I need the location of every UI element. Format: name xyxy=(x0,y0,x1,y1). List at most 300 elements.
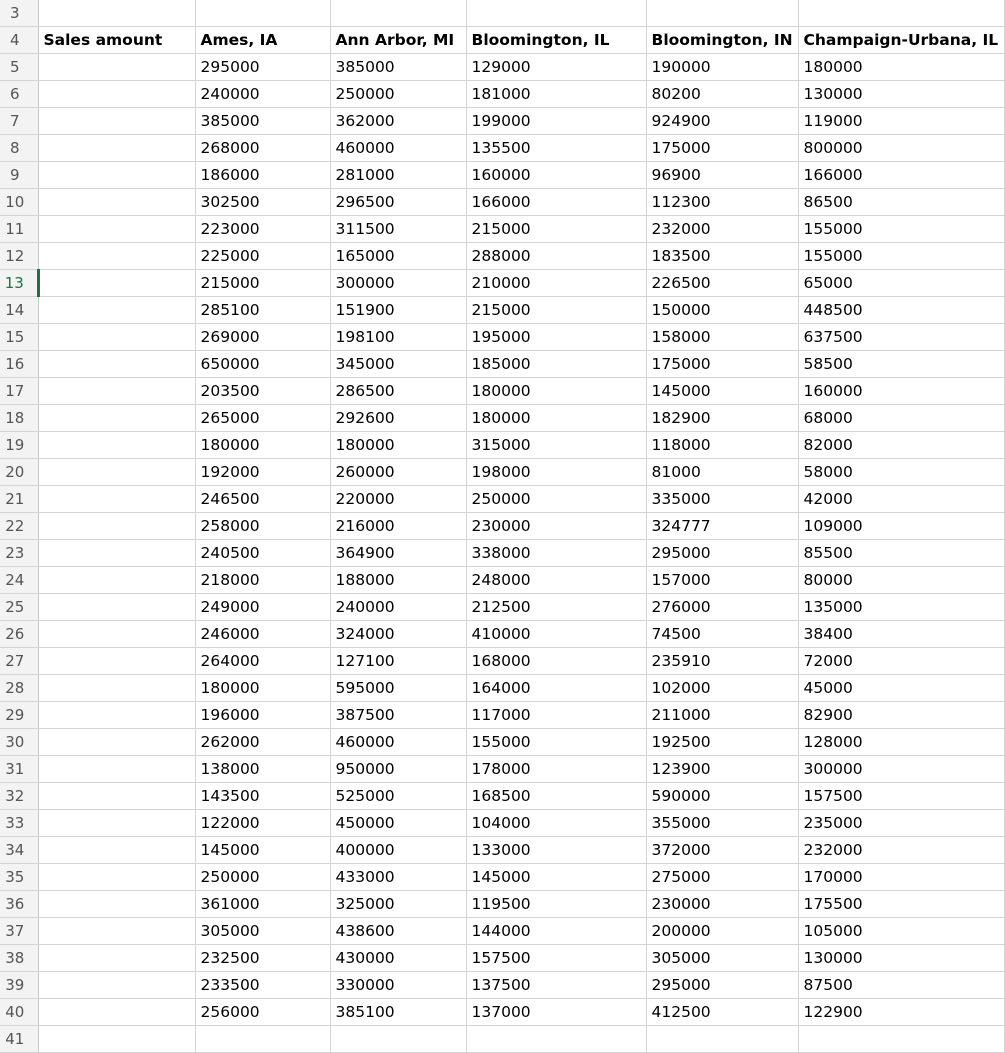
cell[interactable]: 248000 xyxy=(466,567,646,594)
cell[interactable] xyxy=(38,351,195,378)
row-number[interactable]: 38 xyxy=(0,945,38,972)
cell[interactable] xyxy=(38,810,195,837)
column-header-cell[interactable]: Ames, IA xyxy=(195,27,330,54)
cell[interactable]: 175000 xyxy=(646,351,798,378)
cell[interactable]: 361000 xyxy=(195,891,330,918)
cell[interactable]: 226500 xyxy=(646,270,798,297)
row-number[interactable]: 23 xyxy=(0,540,38,567)
table-row xyxy=(0,783,1004,810)
cell[interactable] xyxy=(38,621,195,648)
cell[interactable]: 160000 xyxy=(798,378,1004,405)
cell[interactable]: 412500 xyxy=(646,999,798,1026)
table-row xyxy=(0,810,1004,837)
cell[interactable] xyxy=(38,756,195,783)
cell[interactable] xyxy=(38,918,195,945)
cell[interactable]: 240000 xyxy=(195,81,330,108)
table-row xyxy=(0,459,1004,486)
cell[interactable]: 268000 xyxy=(195,135,330,162)
cell[interactable] xyxy=(38,594,195,621)
cell[interactable] xyxy=(330,0,466,27)
table-row xyxy=(0,918,1004,945)
row-number[interactable]: 21 xyxy=(0,486,38,513)
table-row xyxy=(0,891,1004,918)
cell[interactable]: 72000 xyxy=(798,648,1004,675)
cell[interactable]: 372000 xyxy=(646,837,798,864)
cell[interactable]: 216000 xyxy=(330,513,466,540)
cell[interactable]: 170000 xyxy=(798,864,1004,891)
cell[interactable]: 80200 xyxy=(646,81,798,108)
cell[interactable]: 175500 xyxy=(798,891,1004,918)
cell[interactable] xyxy=(38,0,195,27)
cell[interactable]: 185000 xyxy=(466,351,646,378)
cell[interactable]: 305000 xyxy=(646,945,798,972)
cell[interactable]: 269000 xyxy=(195,324,330,351)
cell[interactable] xyxy=(38,297,195,324)
cell[interactable]: 178000 xyxy=(466,756,646,783)
cell[interactable]: 119500 xyxy=(466,891,646,918)
cell[interactable]: 211000 xyxy=(646,702,798,729)
row-number[interactable]: 28 xyxy=(0,675,38,702)
cell[interactable]: 157500 xyxy=(798,783,1004,810)
cell[interactable]: 181000 xyxy=(466,81,646,108)
column-header-cell[interactable]: Champaign-Urbana, IL xyxy=(798,27,1004,54)
cell[interactable]: 590000 xyxy=(646,783,798,810)
row-number[interactable]: 13 xyxy=(0,270,38,297)
row-number[interactable]: 4 xyxy=(0,27,38,54)
cell[interactable]: 109000 xyxy=(798,513,1004,540)
cell[interactable]: 265000 xyxy=(195,405,330,432)
cell[interactable] xyxy=(330,1026,466,1053)
cell[interactable] xyxy=(38,432,195,459)
cell[interactable]: 118000 xyxy=(646,432,798,459)
cell[interactable]: 87500 xyxy=(798,972,1004,999)
cell[interactable]: 210000 xyxy=(466,270,646,297)
cell[interactable]: 400000 xyxy=(330,837,466,864)
cell[interactable]: 155000 xyxy=(466,729,646,756)
cell[interactable]: 460000 xyxy=(330,135,466,162)
cell[interactable]: 81000 xyxy=(646,459,798,486)
table-row xyxy=(0,27,1004,54)
cell[interactable]: 164000 xyxy=(466,675,646,702)
cell[interactable] xyxy=(38,162,195,189)
cell[interactable]: 295000 xyxy=(646,972,798,999)
cell[interactable]: 385100 xyxy=(330,999,466,1026)
table-row xyxy=(0,648,1004,675)
cell[interactable]: 215000 xyxy=(466,297,646,324)
cell[interactable]: 230000 xyxy=(646,891,798,918)
row-number[interactable]: 32 xyxy=(0,783,38,810)
table-row xyxy=(0,999,1004,1026)
cell[interactable]: 264000 xyxy=(195,648,330,675)
cell[interactable]: 300000 xyxy=(798,756,1004,783)
cell[interactable]: 232500 xyxy=(195,945,330,972)
cell[interactable]: 145000 xyxy=(195,837,330,864)
cell[interactable]: 127100 xyxy=(330,648,466,675)
cell[interactable] xyxy=(38,189,195,216)
table-row xyxy=(0,540,1004,567)
column-header-cell[interactable]: Bloomington, IL xyxy=(466,27,646,54)
cell[interactable]: 355000 xyxy=(646,810,798,837)
cell[interactable]: 215000 xyxy=(466,216,646,243)
row-number[interactable]: 34 xyxy=(0,837,38,864)
cell[interactable] xyxy=(38,378,195,405)
cell[interactable]: 286500 xyxy=(330,378,466,405)
cell[interactable]: 96900 xyxy=(646,162,798,189)
cell[interactable] xyxy=(38,540,195,567)
cell[interactable] xyxy=(38,675,195,702)
cell[interactable] xyxy=(38,999,195,1026)
row-number[interactable]: 9 xyxy=(0,162,38,189)
row-number[interactable]: 37 xyxy=(0,918,38,945)
table-row xyxy=(0,378,1004,405)
cell[interactable]: 305000 xyxy=(195,918,330,945)
cell[interactable]: 130000 xyxy=(798,945,1004,972)
cell[interactable]: 345000 xyxy=(330,351,466,378)
cell[interactable]: 460000 xyxy=(330,729,466,756)
cell[interactable]: 292600 xyxy=(330,405,466,432)
cell[interactable]: 137000 xyxy=(466,999,646,1026)
row-number[interactable]: 16 xyxy=(0,351,38,378)
cell[interactable]: 38400 xyxy=(798,621,1004,648)
row-number[interactable]: 15 xyxy=(0,324,38,351)
cell[interactable]: 218000 xyxy=(195,567,330,594)
row-number[interactable]: 7 xyxy=(0,108,38,135)
row-number[interactable]: 8 xyxy=(0,135,38,162)
cell[interactable]: 256000 xyxy=(195,999,330,1026)
cell[interactable] xyxy=(38,108,195,135)
table-row xyxy=(0,486,1004,513)
cell[interactable]: 145000 xyxy=(646,378,798,405)
cell[interactable]: 302500 xyxy=(195,189,330,216)
cell[interactable]: 135500 xyxy=(466,135,646,162)
cell[interactable] xyxy=(38,864,195,891)
column-header-cell[interactable]: Ann Arbor, MI xyxy=(330,27,466,54)
cell[interactable] xyxy=(38,567,195,594)
row-number[interactable]: 30 xyxy=(0,729,38,756)
cell[interactable]: 165000 xyxy=(330,243,466,270)
cell[interactable]: 433000 xyxy=(330,864,466,891)
cell[interactable] xyxy=(798,1026,1004,1053)
cell[interactable]: 385000 xyxy=(330,54,466,81)
cell[interactable]: 233500 xyxy=(195,972,330,999)
cell[interactable] xyxy=(38,81,195,108)
cell[interactable]: 215000 xyxy=(195,270,330,297)
row-number[interactable]: 6 xyxy=(0,81,38,108)
row-number[interactable]: 12 xyxy=(0,243,38,270)
table-row xyxy=(0,216,1004,243)
table-row xyxy=(0,432,1004,459)
cell[interactable]: 200000 xyxy=(646,918,798,945)
row-number[interactable]: 31 xyxy=(0,756,38,783)
cell[interactable] xyxy=(38,270,195,297)
cell[interactable]: 182900 xyxy=(646,405,798,432)
cell[interactable]: 335000 xyxy=(646,486,798,513)
cell[interactable] xyxy=(38,837,195,864)
cell[interactable]: 86500 xyxy=(798,189,1004,216)
cell[interactable]: 285100 xyxy=(195,297,330,324)
cell[interactable]: 158000 xyxy=(646,324,798,351)
cell[interactable]: 595000 xyxy=(330,675,466,702)
row-number[interactable]: 19 xyxy=(0,432,38,459)
table-row xyxy=(0,945,1004,972)
cell[interactable]: 45000 xyxy=(798,675,1004,702)
cell[interactable]: 232000 xyxy=(798,837,1004,864)
cell[interactable] xyxy=(38,405,195,432)
cell[interactable]: 122900 xyxy=(798,999,1004,1026)
row-number[interactable]: 39 xyxy=(0,972,38,999)
cell[interactable]: 235910 xyxy=(646,648,798,675)
row-number[interactable]: 3 xyxy=(0,0,38,27)
cell[interactable] xyxy=(38,702,195,729)
cell[interactable]: 42000 xyxy=(798,486,1004,513)
cell[interactable]: 258000 xyxy=(195,513,330,540)
cell[interactable] xyxy=(195,1026,330,1053)
cell[interactable] xyxy=(38,972,195,999)
cell[interactable]: 232000 xyxy=(646,216,798,243)
cell[interactable]: 58000 xyxy=(798,459,1004,486)
cell[interactable]: 168500 xyxy=(466,783,646,810)
cell[interactable] xyxy=(646,1026,798,1053)
cell[interactable] xyxy=(38,243,195,270)
table-row xyxy=(0,351,1004,378)
cell[interactable]: 145000 xyxy=(466,864,646,891)
cell[interactable]: 410000 xyxy=(466,621,646,648)
cell[interactable]: 330000 xyxy=(330,972,466,999)
table-row xyxy=(0,243,1004,270)
cell[interactable]: 311500 xyxy=(330,216,466,243)
cell[interactable]: 160000 xyxy=(466,162,646,189)
table-row xyxy=(0,324,1004,351)
cell[interactable]: 924900 xyxy=(646,108,798,135)
cell[interactable]: 80000 xyxy=(798,567,1004,594)
cell[interactable] xyxy=(38,324,195,351)
cell[interactable]: 364900 xyxy=(330,540,466,567)
table-row xyxy=(0,702,1004,729)
cell[interactable] xyxy=(798,0,1004,27)
cell[interactable]: 143500 xyxy=(195,783,330,810)
row-number[interactable]: 40 xyxy=(0,999,38,1026)
cell[interactable]: 385000 xyxy=(195,108,330,135)
cell[interactable]: 112300 xyxy=(646,189,798,216)
cell[interactable]: 122000 xyxy=(195,810,330,837)
cell[interactable]: 82900 xyxy=(798,702,1004,729)
cell[interactable]: 430000 xyxy=(330,945,466,972)
row-number[interactable]: 26 xyxy=(0,621,38,648)
cell[interactable]: 85500 xyxy=(798,540,1004,567)
cell[interactable]: 650000 xyxy=(195,351,330,378)
cell[interactable]: 117000 xyxy=(466,702,646,729)
cell[interactable]: 220000 xyxy=(330,486,466,513)
row-number[interactable]: 17 xyxy=(0,378,38,405)
cell[interactable] xyxy=(466,0,646,27)
table-row xyxy=(0,837,1004,864)
cell[interactable] xyxy=(38,459,195,486)
row-number[interactable]: 5 xyxy=(0,54,38,81)
cell[interactable]: 58500 xyxy=(798,351,1004,378)
cell[interactable]: 166000 xyxy=(466,189,646,216)
cell[interactable]: 138000 xyxy=(195,756,330,783)
cell[interactable]: 295000 xyxy=(646,540,798,567)
cell[interactable]: 324000 xyxy=(330,621,466,648)
cell[interactable]: 438600 xyxy=(330,918,466,945)
cell[interactable]: 186000 xyxy=(195,162,330,189)
column-header-cell[interactable]: Sales amount xyxy=(38,27,195,54)
cell[interactable]: 260000 xyxy=(330,459,466,486)
cell[interactable] xyxy=(38,1026,195,1053)
cell[interactable] xyxy=(38,783,195,810)
cell[interactable] xyxy=(466,1026,646,1053)
cell[interactable]: 129000 xyxy=(466,54,646,81)
cell[interactable]: 74500 xyxy=(646,621,798,648)
cell[interactable]: 250000 xyxy=(195,864,330,891)
cell[interactable]: 151900 xyxy=(330,297,466,324)
cell[interactable] xyxy=(38,891,195,918)
cell[interactable]: 250000 xyxy=(466,486,646,513)
cell[interactable]: 192500 xyxy=(646,729,798,756)
cell[interactable]: 295000 xyxy=(195,54,330,81)
cell[interactable]: 300000 xyxy=(330,270,466,297)
cell[interactable] xyxy=(38,945,195,972)
cell[interactable]: 175000 xyxy=(646,135,798,162)
cell[interactable]: 325000 xyxy=(330,891,466,918)
cell[interactable]: 276000 xyxy=(646,594,798,621)
cell[interactable]: 275000 xyxy=(646,864,798,891)
row-number[interactable]: 18 xyxy=(0,405,38,432)
cell[interactable] xyxy=(38,513,195,540)
table-row xyxy=(0,1026,1004,1053)
cell[interactable]: 800000 xyxy=(798,135,1004,162)
cell[interactable]: 637500 xyxy=(798,324,1004,351)
cell[interactable]: 102000 xyxy=(646,675,798,702)
cell[interactable]: 155000 xyxy=(798,216,1004,243)
cell[interactable]: 180000 xyxy=(466,378,646,405)
table-row xyxy=(0,108,1004,135)
cell[interactable]: 198100 xyxy=(330,324,466,351)
cell[interactable]: 82000 xyxy=(798,432,1004,459)
cell[interactable]: 195000 xyxy=(466,324,646,351)
cell[interactable]: 387500 xyxy=(330,702,466,729)
cell[interactable]: 223000 xyxy=(195,216,330,243)
cell[interactable]: 246000 xyxy=(195,621,330,648)
row-number[interactable]: 29 xyxy=(0,702,38,729)
cell[interactable]: 190000 xyxy=(646,54,798,81)
table-row xyxy=(0,297,1004,324)
cell[interactable]: 144000 xyxy=(466,918,646,945)
table-row xyxy=(0,81,1004,108)
cell[interactable]: 262000 xyxy=(195,729,330,756)
cell[interactable]: 203500 xyxy=(195,378,330,405)
row-number[interactable]: 36 xyxy=(0,891,38,918)
cell[interactable]: 230000 xyxy=(466,513,646,540)
cell[interactable]: 296500 xyxy=(330,189,466,216)
cell[interactable]: 324777 xyxy=(646,513,798,540)
cell[interactable]: 133000 xyxy=(466,837,646,864)
cell[interactable]: 448500 xyxy=(798,297,1004,324)
cell[interactable]: 240000 xyxy=(330,594,466,621)
cell[interactable] xyxy=(38,729,195,756)
cell[interactable]: 180000 xyxy=(195,675,330,702)
row-number[interactable]: 20 xyxy=(0,459,38,486)
column-header-cell[interactable]: Bloomington, IN xyxy=(646,27,798,54)
row-number[interactable]: 33 xyxy=(0,810,38,837)
cell[interactable]: 450000 xyxy=(330,810,466,837)
cell[interactable]: 192000 xyxy=(195,459,330,486)
cell[interactable]: 130000 xyxy=(798,81,1004,108)
row-number[interactable]: 41 xyxy=(0,1026,38,1053)
cell[interactable]: 128000 xyxy=(798,729,1004,756)
cell[interactable]: 168000 xyxy=(466,648,646,675)
cell[interactable] xyxy=(38,216,195,243)
cell[interactable]: 212500 xyxy=(466,594,646,621)
cell[interactable] xyxy=(38,135,195,162)
cell[interactable]: 250000 xyxy=(330,81,466,108)
row-number[interactable]: 22 xyxy=(0,513,38,540)
cell[interactable]: 950000 xyxy=(330,756,466,783)
cell[interactable]: 180000 xyxy=(798,54,1004,81)
cell[interactable]: 105000 xyxy=(798,918,1004,945)
cell[interactable]: 135000 xyxy=(798,594,1004,621)
cell[interactable]: 180000 xyxy=(195,432,330,459)
cell[interactable]: 315000 xyxy=(466,432,646,459)
table-row xyxy=(0,162,1004,189)
cell[interactable] xyxy=(646,0,798,27)
row-number[interactable]: 11 xyxy=(0,216,38,243)
cell[interactable] xyxy=(38,54,195,81)
cell[interactable]: 225000 xyxy=(195,243,330,270)
cell[interactable]: 137500 xyxy=(466,972,646,999)
cell[interactable]: 362000 xyxy=(330,108,466,135)
cell[interactable]: 123900 xyxy=(646,756,798,783)
row-number[interactable]: 10 xyxy=(0,189,38,216)
cell[interactable]: 157000 xyxy=(646,567,798,594)
cell[interactable]: 525000 xyxy=(330,783,466,810)
cell[interactable]: 188000 xyxy=(330,567,466,594)
cell[interactable]: 180000 xyxy=(466,405,646,432)
cell[interactable] xyxy=(38,648,195,675)
cell[interactable]: 183500 xyxy=(646,243,798,270)
cell[interactable]: 104000 xyxy=(466,810,646,837)
cell[interactable]: 166000 xyxy=(798,162,1004,189)
row-number[interactable]: 24 xyxy=(0,567,38,594)
cell[interactable]: 249000 xyxy=(195,594,330,621)
cell[interactable]: 338000 xyxy=(466,540,646,567)
cell[interactable]: 180000 xyxy=(330,432,466,459)
cell[interactable] xyxy=(195,0,330,27)
table-row xyxy=(0,189,1004,216)
row-number[interactable]: 25 xyxy=(0,594,38,621)
cell[interactable] xyxy=(38,486,195,513)
cell[interactable]: 155000 xyxy=(798,243,1004,270)
cell[interactable]: 246500 xyxy=(195,486,330,513)
cell[interactable]: 150000 xyxy=(646,297,798,324)
table-row xyxy=(0,729,1004,756)
table-row xyxy=(0,54,1004,81)
cell[interactable]: 68000 xyxy=(798,405,1004,432)
row-number[interactable]: 14 xyxy=(0,297,38,324)
cell[interactable]: 65000 xyxy=(798,270,1004,297)
cell[interactable]: 196000 xyxy=(195,702,330,729)
cell[interactable]: 288000 xyxy=(466,243,646,270)
row-number[interactable]: 35 xyxy=(0,864,38,891)
cell[interactable]: 281000 xyxy=(330,162,466,189)
cell[interactable]: 198000 xyxy=(466,459,646,486)
cell[interactable]: 157500 xyxy=(466,945,646,972)
row-number[interactable]: 27 xyxy=(0,648,38,675)
cell[interactable]: 199000 xyxy=(466,108,646,135)
cell[interactable]: 235000 xyxy=(798,810,1004,837)
cell[interactable]: 119000 xyxy=(798,108,1004,135)
cell[interactable]: 240500 xyxy=(195,540,330,567)
